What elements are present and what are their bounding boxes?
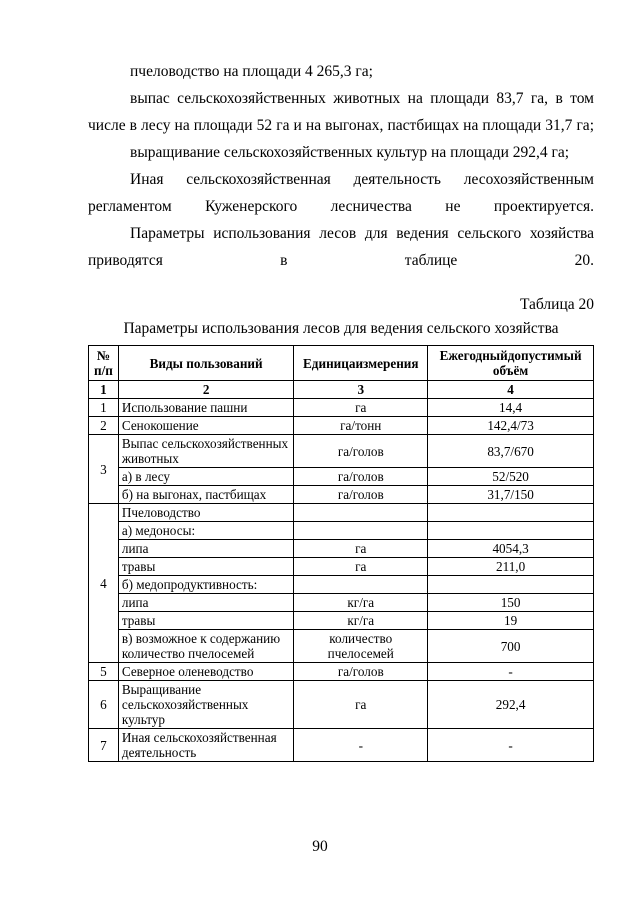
paragraph-crops: выращивание сельскохозяйственных культур на площади 292,4 га; <box>130 144 570 161</box>
table-column-numbers-row <box>89 381 594 399</box>
paragraph-other-activity: Иная сельскохозяйственная деятельность лесохозяйственным регламентом Куженерского лесничества не проектируется. <box>88 171 594 215</box>
table-row <box>89 681 594 729</box>
row-number: 5 <box>89 663 119 681</box>
row-value: 142,4/73 <box>428 417 594 435</box>
row-number: 7 <box>89 729 119 762</box>
row-value: - <box>428 729 594 762</box>
row-value: 211,0 <box>428 558 594 576</box>
table-row <box>89 399 594 417</box>
row-kind: Использование пашни <box>118 399 293 417</box>
row-number: 3 <box>89 435 119 504</box>
row-value: 52/520 <box>428 468 594 486</box>
row-value: 4054,3 <box>428 540 594 558</box>
page-number: 90 <box>312 838 328 855</box>
row-unit: га <box>294 681 428 729</box>
header-kind: Виды пользований <box>118 346 293 381</box>
row-unit <box>294 576 428 594</box>
table-header-row <box>89 346 594 381</box>
row-value: 700 <box>428 630 594 663</box>
column-number: 1 <box>89 381 119 399</box>
column-number: 2 <box>118 381 293 399</box>
table-row <box>89 486 594 504</box>
row-kind: в) возможное к содержанию количество пчелосемей <box>118 630 293 663</box>
row-kind: б) на выгонах, пастбищах <box>118 486 293 504</box>
row-value: 19 <box>428 612 594 630</box>
agriculture-parameters-table <box>88 345 594 762</box>
table-row <box>89 729 594 762</box>
row-kind: Пчеловодство <box>118 504 293 522</box>
row-kind: травы <box>118 612 293 630</box>
paragraph-table-reference: Параметры использования лесов для ведения сельского хозяйства приводятся в таблице 20. <box>88 225 594 269</box>
row-kind: Выпас сельскохозяйственных животных <box>118 435 293 468</box>
row-number: 4 <box>89 504 119 663</box>
row-kind: а) в лесу <box>118 468 293 486</box>
row-value: 83,7/670 <box>428 435 594 468</box>
row-value: - <box>428 663 594 681</box>
row-unit: кг/га <box>294 594 428 612</box>
row-unit: га <box>294 558 428 576</box>
row-value: 150 <box>428 594 594 612</box>
row-value: 14,4 <box>428 399 594 417</box>
table-number: Таблица 20 <box>519 296 594 313</box>
row-unit: количество пчелосемей <box>294 630 428 663</box>
table-row <box>89 558 594 576</box>
row-value <box>428 504 594 522</box>
row-unit: га/голов <box>294 435 428 468</box>
table-row <box>89 576 594 594</box>
row-unit: га/голов <box>294 486 428 504</box>
row-value: 31,7/150 <box>428 486 594 504</box>
row-unit: - <box>294 729 428 762</box>
row-kind: б) медопродуктивность: <box>118 576 293 594</box>
row-value <box>428 576 594 594</box>
header-volume: Ежегодныйдопустимый объём <box>428 346 594 381</box>
table-row <box>89 504 594 522</box>
row-kind: липа <box>118 594 293 612</box>
row-unit <box>294 504 428 522</box>
row-value <box>428 522 594 540</box>
column-number: 4 <box>428 381 594 399</box>
row-unit: кг/га <box>294 612 428 630</box>
table-row <box>89 540 594 558</box>
header-unit: Единицаизмерения <box>294 346 428 381</box>
table-row <box>89 630 594 663</box>
table-row <box>89 417 594 435</box>
row-kind: Выращивание сельскохозяйственных культур <box>118 681 293 729</box>
row-unit: га <box>294 540 428 558</box>
row-unit: га/голов <box>294 468 428 486</box>
row-number: 2 <box>89 417 119 435</box>
row-kind: а) медоносы: <box>118 522 293 540</box>
table-row <box>89 468 594 486</box>
row-number: 6 <box>89 681 119 729</box>
table-row <box>89 594 594 612</box>
paragraph-grazing: выпас сельскохозяйственных животных на площади 83,7 га, в том числе в лесу на площади 52 га и на выгонах, пастбищах на площади 31,7 га; <box>88 90 594 134</box>
table-row <box>89 522 594 540</box>
row-unit <box>294 522 428 540</box>
row-kind: Северное оленеводство <box>118 663 293 681</box>
table-row <box>89 612 594 630</box>
row-unit: га/голов <box>294 663 428 681</box>
row-value: 292,4 <box>428 681 594 729</box>
table-row <box>89 663 594 681</box>
row-unit: га/тонн <box>294 417 428 435</box>
column-number: 3 <box>294 381 428 399</box>
row-unit: га <box>294 399 428 417</box>
row-number: 1 <box>89 399 119 417</box>
paragraph-beekeeping: пчеловодство на площади 4 265,3 га; <box>130 63 373 80</box>
header-number: № п/п <box>89 346 119 381</box>
row-kind: Иная сельскохозяйственная деятельность <box>118 729 293 762</box>
table-title: Параметры использования лесов для ведения сельского хозяйства <box>123 320 559 337</box>
row-kind: Сенокошение <box>118 417 293 435</box>
table-row <box>89 435 594 468</box>
row-kind: травы <box>118 558 293 576</box>
row-kind: липа <box>118 540 293 558</box>
